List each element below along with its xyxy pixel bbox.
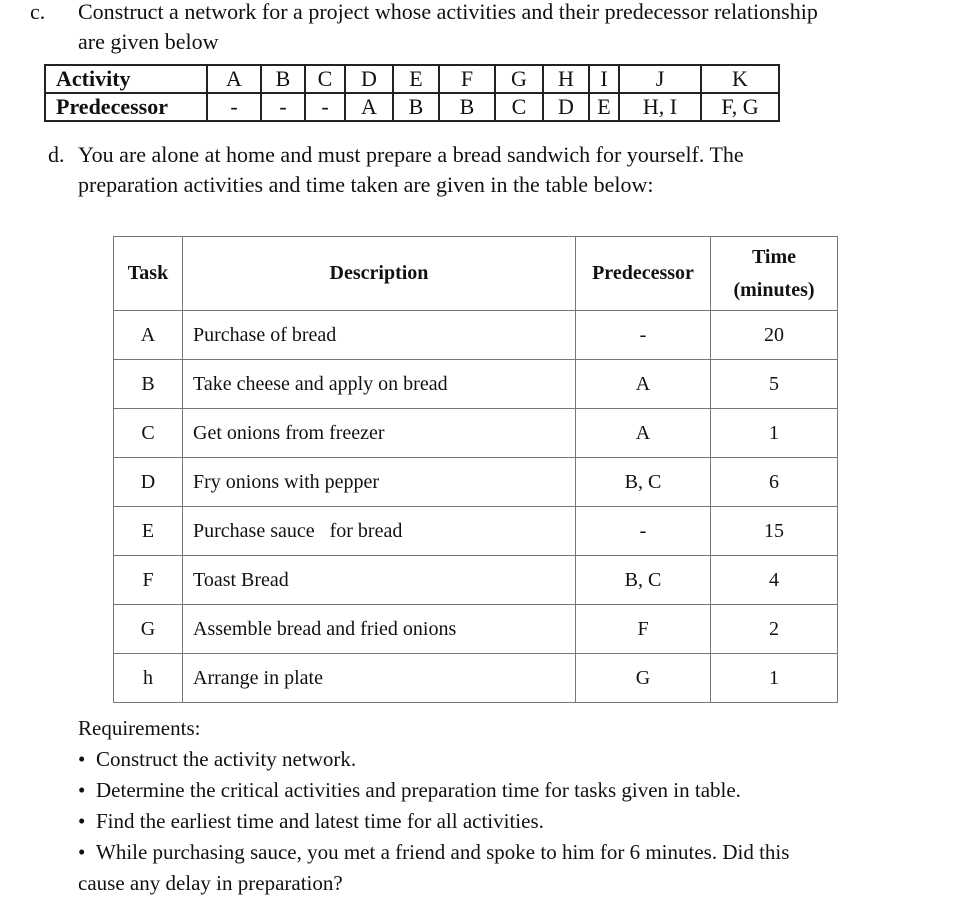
requirements-section <box>78 713 928 899</box>
time-cell: 20 <box>711 311 838 360</box>
task-time-table <box>113 236 838 703</box>
table-row <box>114 311 838 360</box>
task-cell: C <box>114 409 183 458</box>
time-cell: 1 <box>711 409 838 458</box>
activity-cell: C <box>305 65 345 93</box>
task-cell: E <box>114 507 183 556</box>
activity-predecessor-table <box>44 64 780 122</box>
task-cell: A <box>114 311 183 360</box>
activity-header: Activity <box>45 65 207 93</box>
time-cell: 5 <box>711 360 838 409</box>
question-d-line1: You are alone at home and must prepare a bread sandwich for yourself. The <box>78 142 744 167</box>
activity-cell: G <box>495 65 543 93</box>
time-cell: 4 <box>711 556 838 605</box>
task-cell: F <box>114 556 183 605</box>
time-header-line2: (minutes) <box>733 278 815 301</box>
activity-cell: D <box>345 65 393 93</box>
time-cell: 6 <box>711 458 838 507</box>
description-cell: Arrange in plate <box>183 654 576 703</box>
predecessor-row <box>45 93 779 121</box>
predecessor-cell: A <box>576 409 711 458</box>
predecessor-cell: - <box>261 93 305 121</box>
time-header <box>711 237 838 311</box>
description-cell: Toast Bread <box>183 556 576 605</box>
question-d-text <box>78 140 744 200</box>
table-row <box>114 360 838 409</box>
question-c-line1: Construct a network for a project whose activities and their predecessor relationship <box>78 0 818 24</box>
time-cell: 2 <box>711 605 838 654</box>
requirement-item <box>78 806 928 837</box>
description-cell: Fry onions with pepper <box>183 458 576 507</box>
description-cell: Purchase sauce for bread <box>183 507 576 556</box>
question-c-text <box>78 0 818 57</box>
predecessor-cell: H, I <box>619 93 701 121</box>
activity-cell: E <box>393 65 439 93</box>
time-cell: 1 <box>711 654 838 703</box>
description-cell: Take cheese and apply on bread <box>183 360 576 409</box>
question-d-label: d. <box>48 142 65 167</box>
activity-cell: I <box>589 65 619 93</box>
table-row <box>114 654 838 703</box>
predecessor-cell: - <box>207 93 261 121</box>
task-cell: D <box>114 458 183 507</box>
predecessor-cell: G <box>576 654 711 703</box>
task-cell: h <box>114 654 183 703</box>
activity-cell: J <box>619 65 701 93</box>
predecessor-header: Predecessor <box>45 93 207 121</box>
activity-cell: F <box>439 65 495 93</box>
predecessor-cell: A <box>576 360 711 409</box>
time-header-line1: Time <box>751 245 797 268</box>
task-cell: B <box>114 360 183 409</box>
requirement-text: Find the earliest time and latest time for all activities. <box>96 809 544 833</box>
predecessor-cell: B <box>393 93 439 121</box>
table-row <box>114 409 838 458</box>
bullet-icon: • <box>78 840 86 864</box>
predecessor-header: Predecessor <box>576 237 711 311</box>
predecessor-cell: F <box>576 605 711 654</box>
bullet-icon: • <box>78 809 86 833</box>
activity-cell: H <box>543 65 589 93</box>
predecessor-cell: - <box>305 93 345 121</box>
predecessor-cell: - <box>576 311 711 360</box>
table-row <box>114 556 838 605</box>
predecessor-cell: A <box>345 93 393 121</box>
requirement-text: While purchasing sauce, you met a friend and spoke to him for 6 minutes. Did this <box>96 840 790 864</box>
table-row <box>114 507 838 556</box>
description-cell: Purchase of bread <box>183 311 576 360</box>
activity-row <box>45 65 779 93</box>
predecessor-cell: B, C <box>576 458 711 507</box>
requirement-item <box>78 744 928 775</box>
activity-cell: B <box>261 65 305 93</box>
table-row <box>114 605 838 654</box>
predecessor-cell: B, C <box>576 556 711 605</box>
description-cell: Assemble bread and fried onions <box>183 605 576 654</box>
requirement-item <box>78 775 928 806</box>
predecessor-cell: D <box>543 93 589 121</box>
predecessor-cell: C <box>495 93 543 121</box>
question-d-line2: preparation activities and time taken are given in the table below: <box>78 172 654 197</box>
requirement-item <box>78 837 928 868</box>
question-c-line2: are given below <box>78 29 219 54</box>
question-c-label: c. <box>30 0 46 24</box>
time-cell: 15 <box>711 507 838 556</box>
predecessor-cell: - <box>576 507 711 556</box>
requirement-continuation: cause any delay in preparation? <box>78 871 343 895</box>
requirement-text: Determine the critical activities and preparation time for tasks given in table. <box>96 778 741 802</box>
predecessor-cell: B <box>439 93 495 121</box>
task-header: Task <box>114 237 183 311</box>
bullet-icon: • <box>78 747 86 771</box>
description-cell: Get onions from freezer <box>183 409 576 458</box>
table-row <box>114 458 838 507</box>
predecessor-cell: E <box>589 93 619 121</box>
activity-cell: K <box>701 65 779 93</box>
requirement-text: Construct the activity network. <box>96 747 357 771</box>
task-cell: G <box>114 605 183 654</box>
activity-cell: A <box>207 65 261 93</box>
description-header: Description <box>183 237 576 311</box>
predecessor-cell: F, G <box>701 93 779 121</box>
requirements-title: Requirements: <box>78 716 201 740</box>
table-header-row <box>114 237 838 311</box>
bullet-icon: • <box>78 778 86 802</box>
